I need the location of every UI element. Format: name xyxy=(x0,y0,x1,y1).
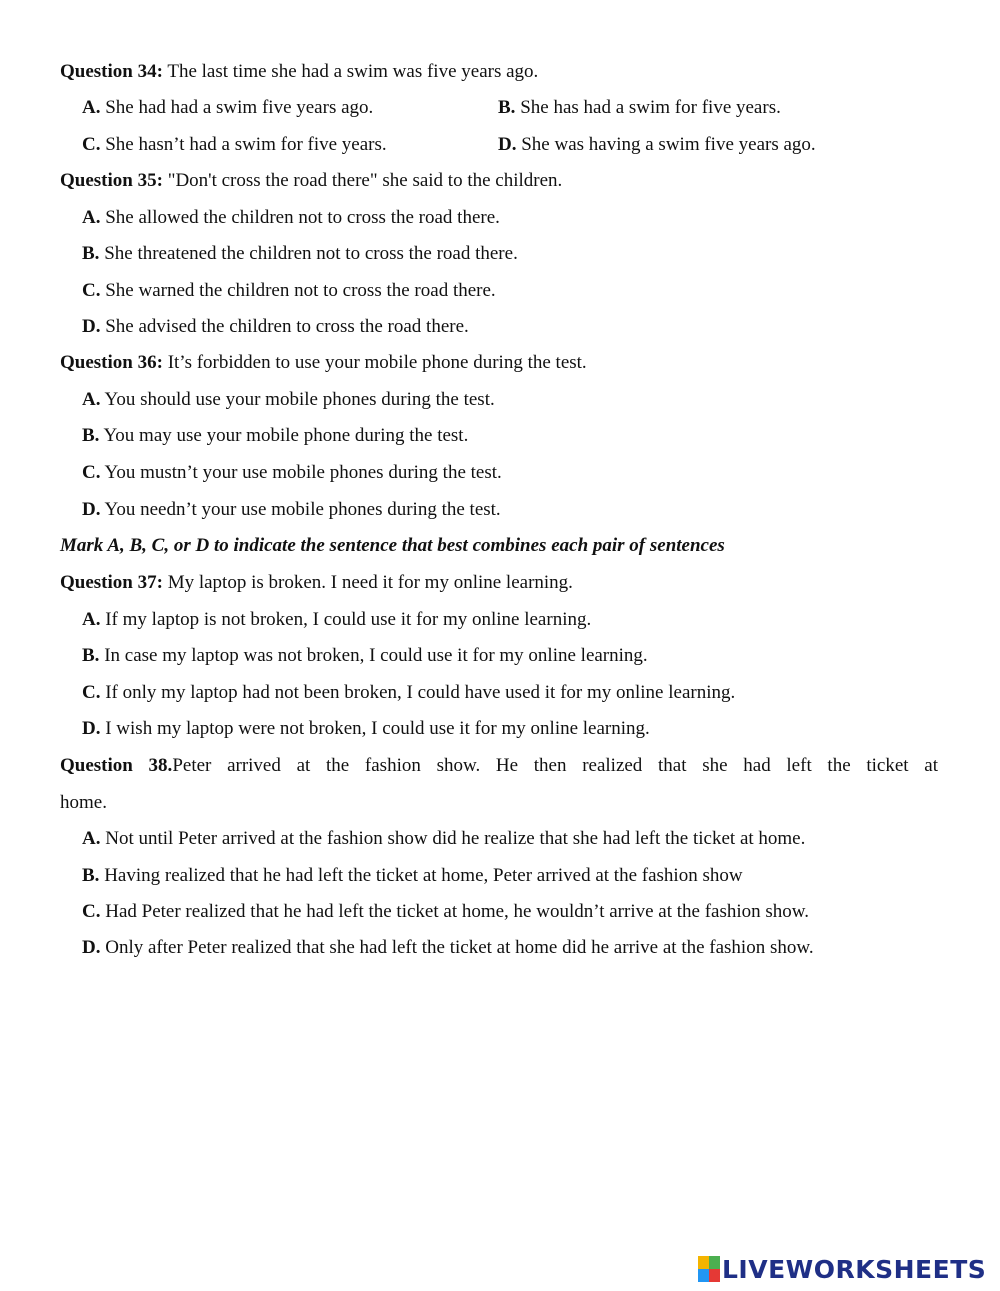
option-text: She warned the children not to cross the road there. xyxy=(105,280,496,301)
option-text: If my laptop is not broken, I could use it for my online learning. xyxy=(105,609,592,630)
logo-text: LIVEWORKSHEETS xyxy=(722,1254,987,1284)
option-b xyxy=(82,243,518,265)
option-letter: D. xyxy=(82,499,101,520)
option-text: She allowed the children not to cross the road there. xyxy=(105,207,500,228)
option-b xyxy=(82,865,743,887)
liveworksheets-logo xyxy=(698,1253,986,1285)
option-text: You may use your mobile phone during the test. xyxy=(103,425,469,446)
option-c xyxy=(82,901,809,923)
option-d xyxy=(82,316,469,338)
question-text: "Don't cross the road there" she said to the children. xyxy=(167,170,563,191)
option-letter: C. xyxy=(82,462,101,483)
option-b xyxy=(498,97,781,119)
option-d xyxy=(82,937,814,959)
option-letter: D. xyxy=(82,316,101,337)
option-letter: D. xyxy=(82,937,101,958)
option-letter: B. xyxy=(498,97,516,118)
option-a xyxy=(82,97,373,119)
option-c xyxy=(82,462,502,484)
question-text: The last time she had a swim was five years ago. xyxy=(167,61,539,82)
option-c xyxy=(82,280,496,302)
section-instruction: Mark A, B, C, or D to indicate the sentence that best combines each pair of sentences xyxy=(60,535,725,556)
option-text: Only after Peter realized that she had left the ticket at home did he arrive at the fashion show. xyxy=(105,937,814,958)
option-letter: B. xyxy=(82,425,100,446)
option-b xyxy=(82,645,648,667)
option-letter: C. xyxy=(82,682,101,703)
option-letter: B. xyxy=(82,865,100,886)
option-c xyxy=(82,134,387,156)
question-38-continuation: home. xyxy=(60,792,107,813)
option-letter: C. xyxy=(82,901,101,922)
option-text: You needn’t your use mobile phones during the test. xyxy=(104,499,501,520)
option-text: If only my laptop had not been broken, I could have used it for my online learning. xyxy=(105,682,736,703)
question-text: Peter arrived at the fashion show. He then realized that she had left the ticket at xyxy=(172,755,938,776)
option-text: You should use your mobile phones during the test. xyxy=(104,389,495,410)
option-text: In case my laptop was not broken, I could use it for my online learning. xyxy=(104,645,648,666)
option-letter: A. xyxy=(82,207,101,228)
question-label: Question 36: xyxy=(60,352,163,373)
option-c xyxy=(82,682,735,704)
option-letter: C. xyxy=(82,280,101,301)
option-letter: D. xyxy=(82,718,101,739)
option-text: She has had a swim for five years. xyxy=(520,97,781,118)
option-d xyxy=(498,134,816,156)
question-label: Question 34: xyxy=(60,61,163,82)
question-label: Question 35: xyxy=(60,170,163,191)
option-a xyxy=(82,389,495,411)
option-text: Having realized that he had left the ticket at home, Peter arrived at the fashion show xyxy=(104,865,743,886)
option-letter: A. xyxy=(82,609,101,630)
option-text: Not until Peter arrived at the fashion show did he realize that she had left the ticket at home. xyxy=(105,828,806,849)
option-text: She advised the children to cross the road there. xyxy=(105,316,469,337)
option-text: Had Peter realized that he had left the ticket at home, he wouldn’t arrive at the fashion show. xyxy=(105,901,810,922)
question-text: It’s forbidden to use your mobile phone during the test. xyxy=(167,352,587,373)
question-38 xyxy=(60,755,938,777)
option-text: She hasn’t had a swim for five years. xyxy=(105,134,387,155)
question-35 xyxy=(60,170,562,192)
option-a xyxy=(82,828,805,850)
question-label: Question 37: xyxy=(60,572,163,593)
question-36 xyxy=(60,352,587,374)
question-34 xyxy=(60,61,538,83)
option-letter: A. xyxy=(82,389,101,410)
question-text: My laptop is broken. I need it for my online learning. xyxy=(167,572,573,593)
option-letter: B. xyxy=(82,243,100,264)
liveworksheets-logo-icon xyxy=(698,1256,720,1282)
option-text: She had had a swim five years ago. xyxy=(105,97,374,118)
option-a xyxy=(82,609,591,631)
option-a xyxy=(82,207,500,229)
option-d xyxy=(82,718,650,740)
option-text: You mustn’t your use mobile phones during the test. xyxy=(104,462,502,483)
option-letter: B. xyxy=(82,645,100,666)
question-label: Question 38. xyxy=(60,755,173,776)
option-text: She threatened the children not to cross the road there. xyxy=(104,243,518,264)
option-d xyxy=(82,499,501,521)
question-37 xyxy=(60,572,573,594)
option-letter: A. xyxy=(82,97,101,118)
option-letter: D. xyxy=(498,134,517,155)
option-letter: C. xyxy=(82,134,101,155)
option-text: She was having a swim five years ago. xyxy=(521,134,816,155)
option-b xyxy=(82,425,468,447)
option-letter: A. xyxy=(82,828,101,849)
option-text: I wish my laptop were not broken, I could use it for my online learning. xyxy=(105,718,650,739)
